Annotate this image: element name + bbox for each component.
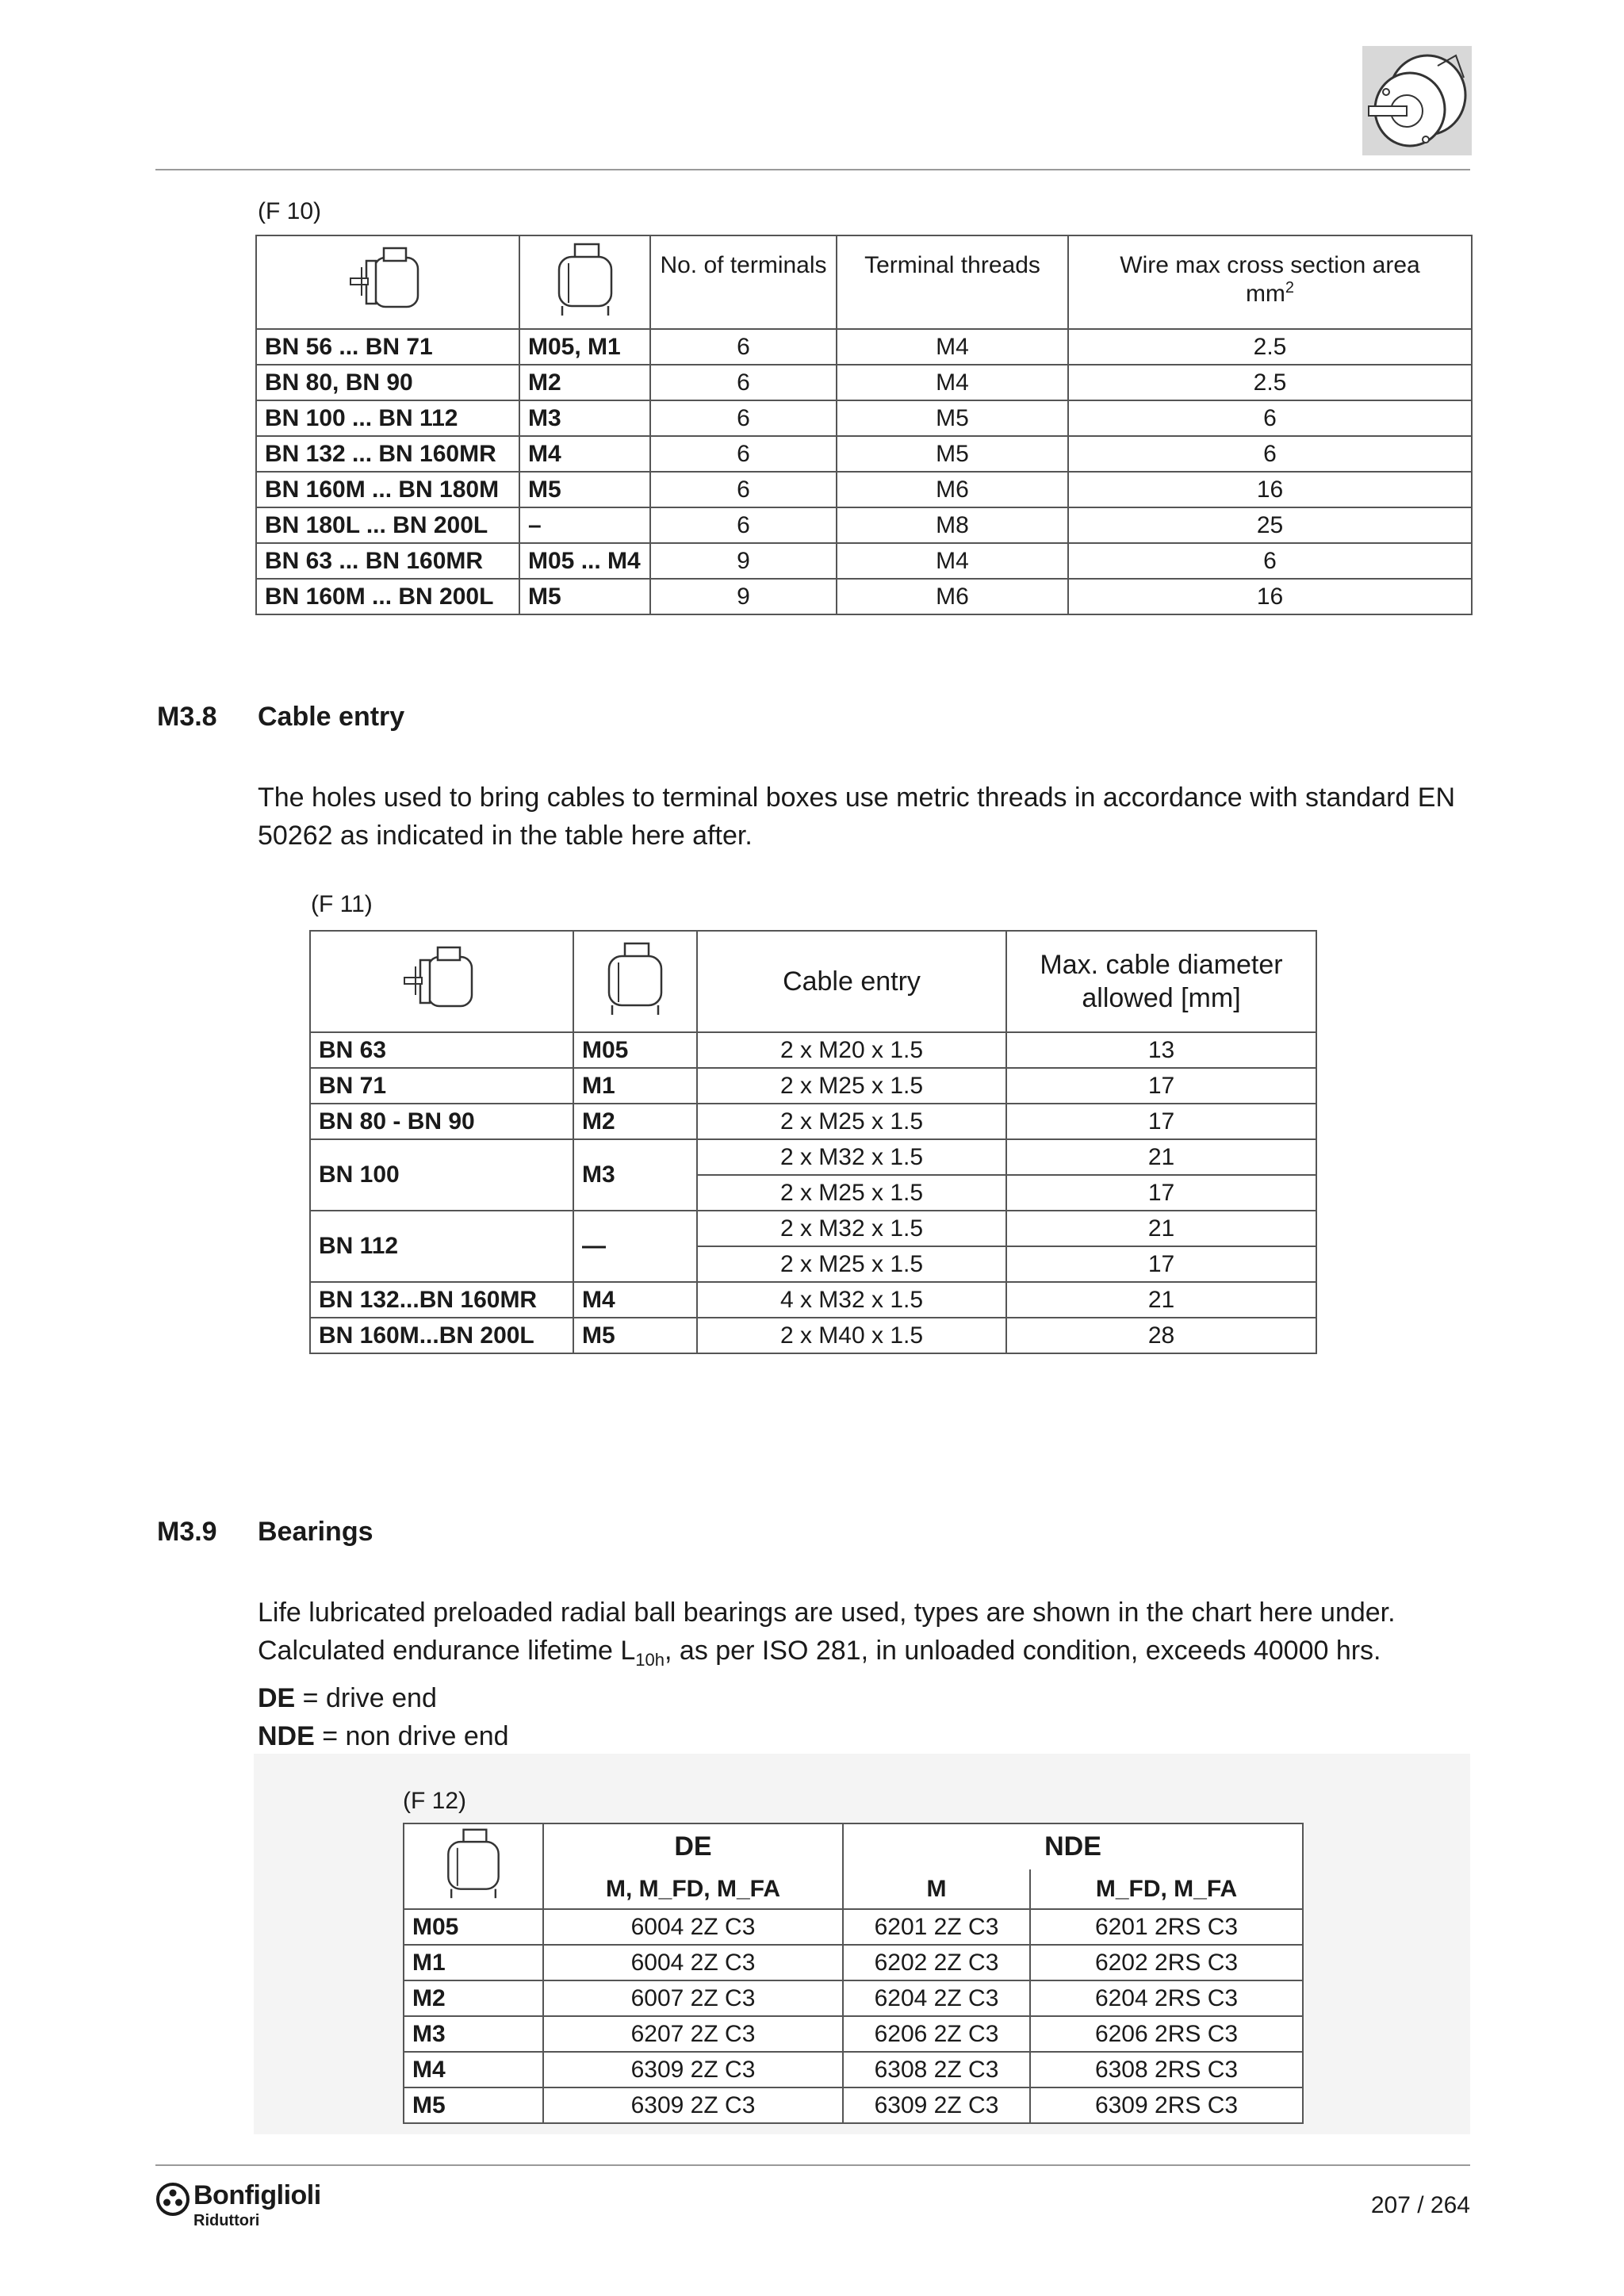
motor-cell: BN 100 ... BN 112	[256, 400, 519, 436]
nde-m-cell: 6308 2Z C3	[843, 2052, 1030, 2087]
entry-cell: 2 x M40 x 1.5	[697, 1318, 1006, 1353]
nde-m-cell: 6204 2Z C3	[843, 1980, 1030, 2016]
m-cell: M5	[519, 472, 650, 507]
motor-cell: BN 56 ... BN 71	[256, 329, 519, 365]
motor-cell: BN 132 ... BN 160MR	[256, 436, 519, 472]
nde-m-cell: 6309 2Z C3	[843, 2087, 1030, 2123]
wire-cell: 16	[1068, 472, 1472, 507]
table-row	[310, 1032, 1316, 1068]
table-row	[256, 507, 1472, 543]
m-cell: –	[519, 507, 650, 543]
motor-cell: BN 180L ... BN 200L	[256, 507, 519, 543]
terminals-cell: 6	[650, 365, 837, 400]
diam-cell: 21	[1006, 1211, 1316, 1246]
wire-cell: 6	[1068, 543, 1472, 579]
motor-cell: BN 132...BN 160MR	[310, 1282, 573, 1318]
m-cell: M4	[519, 436, 650, 472]
terminal-box-icon	[519, 235, 650, 329]
nde-fd-cell: 6204 2RS C3	[1030, 1980, 1303, 2016]
bearings-paragraph	[258, 1594, 1479, 1755]
entry-cell: 2 x M25 x 1.5	[697, 1068, 1006, 1104]
entry-cell: 2 x M25 x 1.5	[697, 1104, 1006, 1139]
f11-caption: (F 11)	[311, 891, 373, 917]
col-nde: NDE	[843, 1823, 1303, 1869]
section-number: M3.9	[157, 1517, 217, 1547]
col-cable-entry: Cable entry	[697, 931, 1006, 1032]
nde-fd-cell: 6202 2RS C3	[1030, 1945, 1303, 1980]
lifetime-subscript: 10h	[635, 1649, 665, 1670]
threads-cell: M5	[837, 400, 1068, 436]
motor-cell: BN 160M...BN 200L	[310, 1318, 573, 1353]
diam-cell: 17	[1006, 1175, 1316, 1211]
threads-cell: M4	[837, 329, 1068, 365]
entry-cell: 2 x M20 x 1.5	[697, 1032, 1006, 1068]
col-max-diameter	[1006, 931, 1316, 1032]
col-wire-label: Wire max cross section area	[1120, 252, 1420, 278]
table-row	[256, 329, 1472, 365]
section-number: M3.8	[157, 702, 217, 732]
table-row	[310, 1104, 1316, 1139]
col-nde-m: M	[843, 1869, 1030, 1909]
table-row	[310, 1139, 1316, 1175]
wire-cell: 6	[1068, 436, 1472, 472]
threads-cell: M4	[837, 543, 1068, 579]
entry-cell: 2 x M25 x 1.5	[697, 1175, 1006, 1211]
nde-m-cell: 6201 2Z C3	[843, 1909, 1030, 1945]
de-cell: 6004 2Z C3	[543, 1945, 843, 1980]
m-cell: M5	[404, 2087, 543, 2123]
motor-cell: BN 160M ... BN 200L	[256, 579, 519, 614]
lifetime-text-end: , as per ISO 281, in unloaded condition, exceeds 40000 hrs.	[665, 1636, 1381, 1666]
terminals-cell: 6	[650, 400, 837, 436]
terminal-box-icon	[404, 1823, 543, 1909]
diam-cell: 17	[1006, 1104, 1316, 1139]
table-header-row	[310, 931, 1316, 1032]
terminal-table	[255, 235, 1473, 615]
terminals-cell: 6	[650, 472, 837, 507]
m-cell: M1	[573, 1068, 697, 1104]
f10-caption: (F 10)	[258, 198, 322, 224]
col-wire	[1068, 235, 1472, 329]
motor-cell: BN 63	[310, 1032, 573, 1068]
wire-cell: 6	[1068, 400, 1472, 436]
m-cell: M05	[404, 1909, 543, 1945]
nde-text: = non drive end	[314, 1720, 509, 1751]
table-row	[310, 1318, 1316, 1353]
terminals-cell: 6	[650, 436, 837, 472]
de-key: DE	[258, 1682, 296, 1713]
entry-cell: 2 x M25 x 1.5	[697, 1246, 1006, 1282]
table-row	[310, 1068, 1316, 1104]
diam-cell: 21	[1006, 1139, 1316, 1175]
section-title: Cable entry	[258, 702, 405, 732]
m-cell: —	[573, 1211, 697, 1282]
table-row	[256, 579, 1472, 614]
m-cell: M1	[404, 1945, 543, 1980]
table-row	[404, 1980, 1303, 2016]
nde-fd-cell: 6206 2RS C3	[1030, 2016, 1303, 2052]
threads-cell: M4	[837, 365, 1068, 400]
m-cell: M05, M1	[519, 329, 650, 365]
logo-brand: Bonfiglioli	[193, 2180, 321, 2210]
motor-foot-mount-icon	[310, 931, 573, 1032]
wire-cell: 2.5	[1068, 329, 1472, 365]
motor-cell: BN 63 ... BN 160MR	[256, 543, 519, 579]
m-cell: M3	[519, 400, 650, 436]
col-threads: Terminal threads	[837, 235, 1068, 329]
terminals-cell: 9	[650, 579, 837, 614]
paragraph-line	[258, 1717, 1479, 1755]
f12-caption: (F 12)	[403, 1788, 467, 1814]
de-cell: 6309 2Z C3	[543, 2087, 843, 2123]
terminal-box-icon	[573, 931, 697, 1032]
bearings-table	[403, 1823, 1304, 2124]
page-number: 207 / 264	[1370, 2192, 1470, 2218]
footer-rule	[155, 2164, 1470, 2166]
entry-cell: 2 x M32 x 1.5	[697, 1211, 1006, 1246]
nde-m-cell: 6202 2Z C3	[843, 1945, 1030, 1980]
motor-cell: BN 112	[310, 1211, 573, 1282]
m-cell: M2	[573, 1104, 697, 1139]
nde-m-cell: 6206 2Z C3	[843, 2016, 1030, 2052]
col-de-sub: M, M_FD, M_FA	[543, 1869, 843, 1909]
table-row	[310, 1211, 1316, 1246]
table-header-row	[256, 235, 1472, 329]
cable-entry-table	[309, 930, 1317, 1354]
motor-cell: BN 100	[310, 1139, 573, 1211]
m-cell: M4	[573, 1282, 697, 1318]
table-row	[404, 1945, 1303, 1980]
table-row	[404, 2016, 1303, 2052]
motor-cell: BN 80, BN 90	[256, 365, 519, 400]
terminals-cell: 9	[650, 543, 837, 579]
table-row	[256, 400, 1472, 436]
col-max-diameter-line2: allowed [mm]	[1082, 983, 1241, 1013]
m-cell: M5	[573, 1318, 697, 1353]
paragraph-line	[258, 1679, 1479, 1717]
table-row	[310, 1282, 1316, 1318]
paragraph-line	[258, 1632, 1479, 1679]
nde-fd-cell: 6309 2RS C3	[1030, 2087, 1303, 2123]
table-row	[404, 2052, 1303, 2087]
terminals-cell: 6	[650, 507, 837, 543]
table-row	[404, 2087, 1303, 2123]
paragraph-line: The holes used to bring cables to terminal boxes use metric threads in accordance with standard EN	[258, 783, 1456, 813]
diam-cell: 13	[1006, 1032, 1316, 1068]
motor-foot-mount-icon	[256, 235, 519, 329]
m-cell: M05 ... M4	[519, 543, 650, 579]
de-cell: 6004 2Z C3	[543, 1909, 843, 1945]
col-wire-unit	[1075, 279, 1465, 308]
col-terminals: No. of terminals	[650, 235, 837, 329]
de-cell: 6007 2Z C3	[543, 1980, 843, 2016]
col-nde-fd: M_FD, M_FA	[1030, 1869, 1303, 1909]
table-row	[256, 365, 1472, 400]
paragraph-line: 50262 as indicated in the table here after.	[258, 821, 753, 851]
m-cell: M3	[573, 1139, 697, 1211]
bonfiglioli-logo-icon	[155, 2182, 190, 2217]
col-de: DE	[543, 1823, 843, 1869]
wire-unit: mm	[1245, 281, 1285, 307]
m-cell: M4	[404, 2052, 543, 2087]
col-max-diameter-line1: Max. cable diameter	[1040, 950, 1283, 980]
m-cell: M2	[404, 1980, 543, 2016]
m-cell: M5	[519, 579, 650, 614]
diam-cell: 17	[1006, 1246, 1316, 1282]
lifetime-text: Calculated endurance lifetime L	[258, 1636, 636, 1666]
paragraph-line: Life lubricated preloaded radial ball bearings are used, types are shown in the chart here under.	[258, 1598, 1396, 1628]
nde-fd-cell: 6201 2RS C3	[1030, 1909, 1303, 1945]
threads-cell: M8	[837, 507, 1068, 543]
wire-cell: 2.5	[1068, 365, 1472, 400]
company-logo	[155, 2180, 362, 2236]
wire-cell: 25	[1068, 507, 1472, 543]
terminals-cell: 6	[650, 329, 837, 365]
diam-cell: 21	[1006, 1282, 1316, 1318]
table-header-row	[404, 1823, 1303, 1869]
de-text: = drive end	[295, 1682, 437, 1713]
table-row	[256, 436, 1472, 472]
nde-key: NDE	[258, 1720, 315, 1751]
header-rule	[155, 169, 1470, 170]
diam-cell: 17	[1006, 1068, 1316, 1104]
motor-flange-icon	[1362, 46, 1472, 155]
threads-cell: M6	[837, 579, 1068, 614]
entry-cell: 2 x M32 x 1.5	[697, 1139, 1006, 1175]
motor-cell: BN 71	[310, 1068, 573, 1104]
de-cell: 6309 2Z C3	[543, 2052, 843, 2087]
logo-sub: Riduttori	[193, 2212, 260, 2229]
table-row	[256, 543, 1472, 579]
section-title: Bearings	[258, 1517, 373, 1547]
m-cell: M2	[519, 365, 650, 400]
wire-unit-sup: 2	[1285, 279, 1295, 297]
motor-cell: BN 160M ... BN 180M	[256, 472, 519, 507]
m-cell: M05	[573, 1032, 697, 1068]
diam-cell: 28	[1006, 1318, 1316, 1353]
wire-cell: 16	[1068, 579, 1472, 614]
table-row	[256, 472, 1472, 507]
motor-cell: BN 80 - BN 90	[310, 1104, 573, 1139]
entry-cell: 4 x M32 x 1.5	[697, 1282, 1006, 1318]
cable-entry-paragraph	[258, 779, 1479, 855]
threads-cell: M6	[837, 472, 1068, 507]
m-cell: M3	[404, 2016, 543, 2052]
threads-cell: M5	[837, 436, 1068, 472]
table-row	[404, 1909, 1303, 1945]
nde-fd-cell: 6308 2RS C3	[1030, 2052, 1303, 2087]
de-cell: 6207 2Z C3	[543, 2016, 843, 2052]
